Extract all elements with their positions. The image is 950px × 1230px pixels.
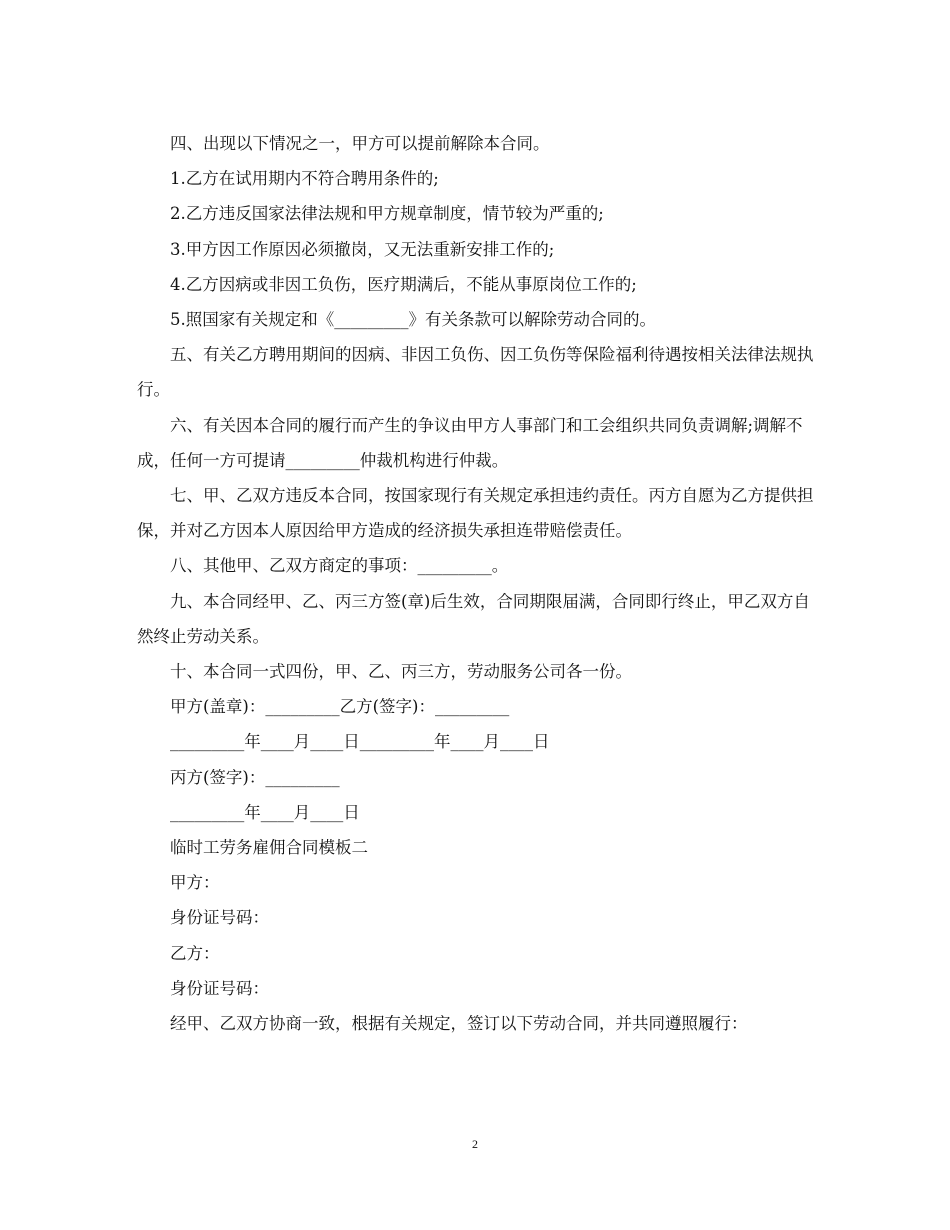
paragraph-insurance-clause: 五、有关乙方聘用期间的因病、非因工负伤、因工负伤等保险福利待遇按相关法律法规执行。: [137, 345, 814, 400]
paragraph-liability-clause: 七、甲、乙双方违反本合同，按国家现行有关规定承担违约责任。丙方自愿为乙方提供担保，并对乙方因本人原因给甲方造成的经济损失承担连带赔偿责任。: [137, 486, 814, 541]
document-body: [137, 126, 817, 1041]
paragraph-item-4: 4.乙方因病或非因工负伤，医疗期满后，不能从事原岗位工作的;: [170, 274, 637, 294]
paragraph-copies-clause: 十、本合同一式四份，甲、乙、丙三方，劳动服务公司各一份。: [170, 662, 632, 682]
paragraph-other-matters: 八、其他甲、乙双方商定的事项：_________。: [170, 556, 509, 576]
paragraph-item-2: 2.乙方违反国家法律法规和甲方规章制度，情节较为严重的;: [170, 204, 604, 224]
paragraph-effective-clause: 九、本合同经甲、乙、丙三方签(章)后生效，合同期限届满，合同即行终止，甲乙双方自然终止劳动关系。: [137, 591, 810, 646]
paragraph-termination-clause: 四、出现以下情况之一，甲方可以提前解除本合同。: [170, 134, 550, 153]
date-line-party-a-b: _________年____月____日_________年____月____日: [170, 732, 550, 752]
party-b-id-field: 身份证号码：: [170, 978, 269, 998]
paragraph-agreement-intro: 经甲、乙双方协商一致，根据有关规定，签订以下劳动合同，并共同遵照履行：: [170, 1014, 748, 1034]
section-title-template-two: 临时工劳务雇佣合同模板二: [170, 838, 368, 858]
party-a-field: 甲方：: [170, 873, 220, 893]
paragraph-item-5: 5.照国家有关规定和《_________》有关条款可以解除劳动合同的。: [170, 310, 656, 330]
paragraph-item-1: 1.乙方在试用期内不符合聘用条件的;: [170, 169, 439, 189]
paragraph-dispute-clause: 六、有关因本合同的履行而产生的争议由甲方人事部门和工会组织共同负责调解;调解不成，任何一方可提请_________仲裁机构进行仲裁。: [137, 415, 803, 470]
party-b-field: 乙方：: [170, 943, 220, 963]
date-line-party-c: _________年____月____日: [170, 802, 360, 822]
signature-line-party-c: 丙方(签字)：_________: [170, 767, 340, 787]
signature-line-party-a-b: 甲方(盖章)：_________乙方(签字)：_________: [170, 697, 510, 717]
paragraph-item-3: 3.甲方因工作原因必须撤岗，又无法重新安排工作的;: [170, 239, 555, 259]
party-a-id-field: 身份证号码：: [170, 908, 269, 928]
page-number: 2: [472, 1137, 478, 1151]
